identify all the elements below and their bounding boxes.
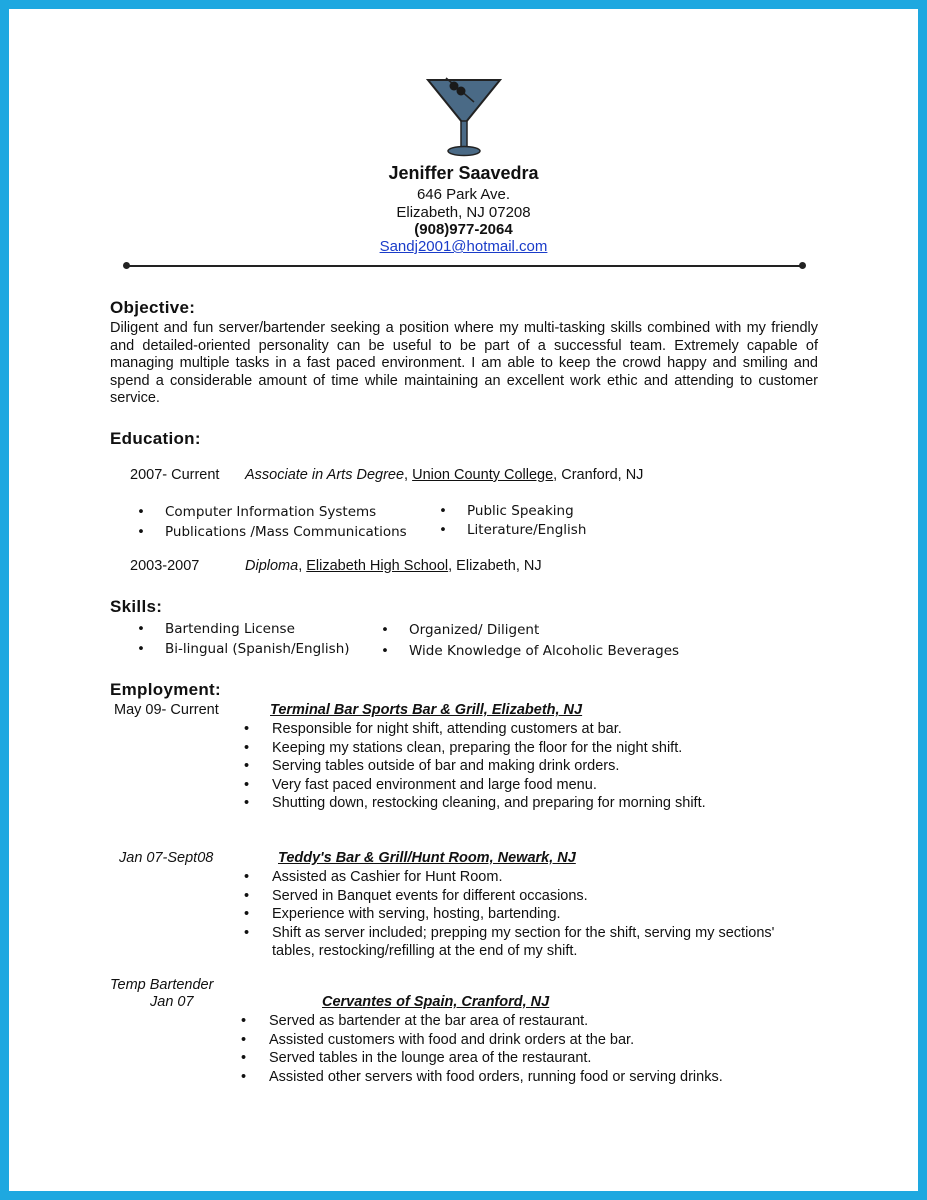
degree-name: Diploma bbox=[245, 558, 299, 574]
job-title: Terminal Bar Sports Bar & Grill, Elizabeth, NJ bbox=[270, 702, 583, 718]
email-link[interactable]: Sandj2001@hotmail.com bbox=[379, 238, 548, 255]
education-dates: 2003-2007 bbox=[130, 558, 200, 574]
school-name: Elizabeth High School bbox=[306, 558, 449, 574]
course-item: • Computer Information Systems bbox=[137, 504, 377, 520]
job-title: Cervantes of Spain, Cranford, NJ bbox=[322, 994, 550, 1010]
education-entry bbox=[245, 467, 643, 483]
school-location: , Elizabeth, NJ bbox=[448, 558, 542, 574]
duty-item: • Shutting down, restocking cleaning, and preparing for morning shift. bbox=[244, 795, 706, 811]
education-dates: 2007- Current bbox=[130, 467, 220, 483]
job-dates: Jan 07 bbox=[150, 994, 194, 1010]
duty-item: • Assisted customers with food and drink orders at the bar. bbox=[241, 1031, 635, 1048]
school-location: , Cranford, NJ bbox=[553, 467, 644, 483]
duty-item: • Keeping my stations clean, preparing the floor for the night shift. bbox=[244, 739, 683, 756]
job-dates: May 09- Current bbox=[114, 702, 219, 718]
duty-item: • Experience with serving, hosting, bartending. bbox=[244, 906, 561, 922]
duty-item: • Served as bartender at the bar area of restaurant. bbox=[241, 1013, 589, 1029]
duty-item: • Served in Banquet events for different occasions. bbox=[244, 887, 588, 904]
duty-item: • Very fast paced environment and large food menu. bbox=[244, 776, 597, 793]
divider-left-dot bbox=[123, 262, 130, 269]
duty-item: • Serving tables outside of bar and making drink orders. bbox=[244, 758, 620, 774]
duty-list bbox=[244, 720, 804, 813]
employment-heading: Employment: bbox=[110, 680, 221, 699]
phone-number: (908)977-2064 bbox=[414, 221, 513, 238]
education-heading: Education: bbox=[110, 429, 201, 448]
duty-item: • Assisted other servers with food orders, running food or serving drinks. bbox=[241, 1068, 723, 1085]
course-item: • Literature/English bbox=[439, 522, 587, 538]
martini-glass-icon bbox=[426, 76, 502, 158]
job-title: Teddy's Bar & Grill/Hunt Room, Newark, NJ bbox=[278, 850, 576, 866]
skill-item: • Bartending License bbox=[137, 621, 295, 637]
objective-heading: Objective: bbox=[110, 298, 196, 317]
separator: , bbox=[404, 467, 413, 483]
course-item: • Publications /Mass Communications bbox=[137, 524, 407, 540]
skills-heading: Skills: bbox=[110, 597, 163, 616]
school-name: Union County College bbox=[412, 467, 554, 483]
duty-item: • Assisted as Cashier for Hunt Room. bbox=[244, 869, 503, 885]
degree-name: Associate in Arts Degree bbox=[245, 467, 405, 483]
skill-item: • Wide Knowledge of Alcoholic Beverages bbox=[381, 643, 680, 659]
duty-item: • Served tables in the lounge area of the restaurant. bbox=[241, 1050, 592, 1066]
email-row bbox=[0, 238, 927, 255]
job-role: Temp Bartender bbox=[110, 977, 214, 993]
duty-list bbox=[241, 1012, 801, 1086]
duty-item: • Shift as server included; prepping my section for the shift, serving my sections' tables, restocking/refilling at the end of my shift. bbox=[244, 924, 775, 959]
divider-right-dot bbox=[799, 262, 806, 269]
separator: , bbox=[298, 558, 307, 574]
education-entry bbox=[245, 558, 542, 574]
skill-item: • Bi-lingual (Spanish/English) bbox=[137, 641, 350, 657]
duty-list bbox=[244, 868, 804, 961]
objective-text: Diligent and fun server/bartender seeking a position where my multi-tasking skills combined with my friendly and detailed-oriented personality can be useful to be part of a successful team. Extremely capable of managing multiple tasks in a fast paced environment. I am able to keep the crowd happy and smiling and spend a considerable amount of time while maintaining an excellent work ethic and attending to customer service. bbox=[110, 320, 818, 406]
header-divider bbox=[126, 265, 802, 267]
course-item: • Public Speaking bbox=[439, 503, 574, 519]
address-line-1: 646 Park Ave. bbox=[416, 186, 511, 203]
address-line-2: Elizabeth, NJ 07208 bbox=[396, 204, 531, 221]
candidate-name: Jeniffer Saavedra bbox=[388, 163, 539, 183]
skill-item: • Organized/ Diligent bbox=[381, 622, 540, 638]
job-dates: Jan 07-Sept08 bbox=[119, 850, 214, 866]
duty-item: • Responsible for night shift, attending customers at bar. bbox=[244, 721, 622, 737]
